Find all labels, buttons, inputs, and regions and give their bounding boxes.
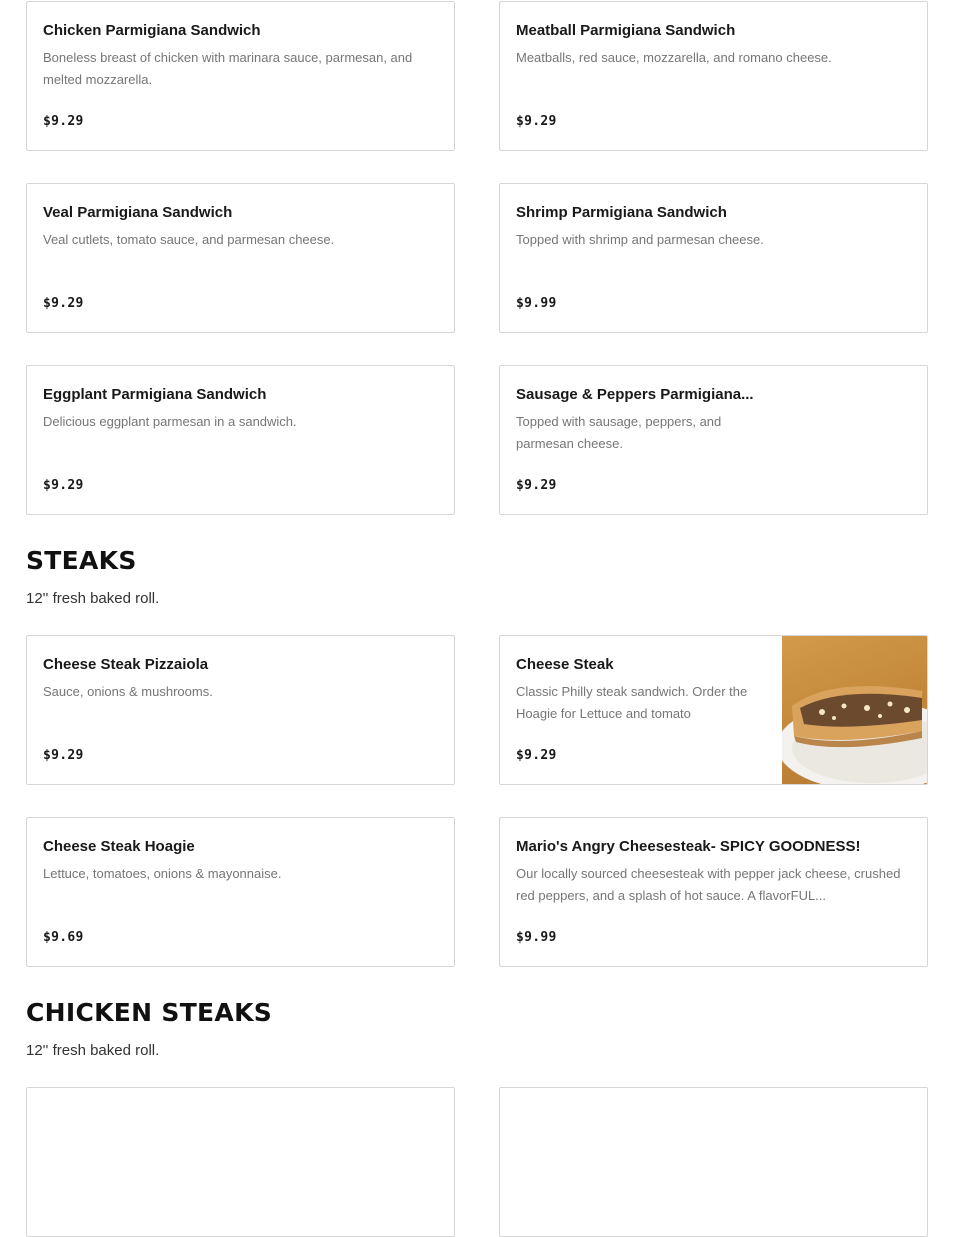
item-price: $9.99 (516, 930, 557, 945)
item-description: Topped with sausage, peppers, and parmesan cheese. (516, 414, 722, 451)
item-price: $9.29 (43, 114, 84, 129)
item-description: Veal cutlets, tomato sauce, and parmesan cheese. (43, 232, 335, 247)
menu-item-card[interactable] (499, 365, 928, 515)
section-subtitle-chicken-steaks: 12'' fresh baked roll. (26, 1042, 160, 1059)
item-name: Veal Parmigiana Sandwich (43, 204, 233, 221)
menu-item-card[interactable] (499, 817, 928, 967)
menu-item-card[interactable] (499, 635, 928, 785)
item-price: $9.29 (516, 114, 557, 129)
menu-item-card[interactable] (26, 635, 455, 785)
cheesesteak-photo-illustration (782, 636, 927, 784)
item-description: Sauce, onions & mushrooms. (43, 684, 213, 699)
item-price: $9.29 (516, 748, 557, 763)
item-description: Our locally sourced cheesesteak with pepper jack cheese, crushed red peppers, and a splash of hot sauce. A flavorFUL... (516, 866, 901, 903)
item-name: Mario's Angry Cheesesteak- SPICY GOODNESS! (516, 838, 861, 855)
menu-item-card[interactable] (26, 183, 455, 333)
section-subtitle-steaks: 12'' fresh baked roll. (26, 590, 160, 607)
menu-item-card[interactable] (499, 1087, 928, 1237)
item-price: $9.99 (516, 296, 557, 311)
item-price: $9.29 (516, 478, 557, 493)
menu-item-card[interactable] (26, 365, 455, 515)
item-description: Classic Philly steak sandwich. Order the Hoagie for Lettuce and tomato (516, 684, 748, 721)
menu-item-card[interactable] (26, 1087, 455, 1237)
menu-item-card[interactable] (26, 1, 455, 151)
item-price: $9.29 (43, 478, 84, 493)
item-price: $9.29 (43, 748, 84, 763)
item-description: Delicious eggplant parmesan in a sandwich. (43, 414, 297, 429)
menu-item-card[interactable] (499, 1, 928, 151)
item-name: Sausage & Peppers Parmigiana... (516, 386, 754, 403)
item-name: Cheese Steak Pizzaiola (43, 656, 209, 673)
menu-item-card[interactable] (26, 817, 455, 967)
item-price: $9.69 (43, 930, 84, 945)
item-name: Cheese Steak (516, 656, 614, 673)
item-description: Topped with shrimp and parmesan cheese. (516, 232, 764, 247)
item-name: Shrimp Parmigiana Sandwich (516, 204, 727, 221)
cheesesteak-photo[interactable] (782, 636, 927, 784)
item-price: $9.29 (43, 296, 84, 311)
item-description: Meatballs, red sauce, mozzarella, and romano cheese. (516, 50, 832, 65)
section-title-steaks: STEAKS (26, 546, 137, 575)
item-description: Boneless breast of chicken with marinara sauce, parmesan, and melted mozzarella. (43, 50, 413, 87)
item-name: Chicken Parmigiana Sandwich (43, 22, 261, 39)
item-name: Eggplant Parmigiana Sandwich (43, 386, 267, 403)
menu-item-card[interactable] (499, 183, 928, 333)
item-description: Lettuce, tomatoes, onions & mayonnaise. (43, 866, 282, 881)
item-name: Meatball Parmigiana Sandwich (516, 22, 736, 39)
item-name: Cheese Steak Hoagie (43, 838, 195, 855)
section-title-chicken-steaks: CHICKEN STEAKS (26, 998, 273, 1027)
